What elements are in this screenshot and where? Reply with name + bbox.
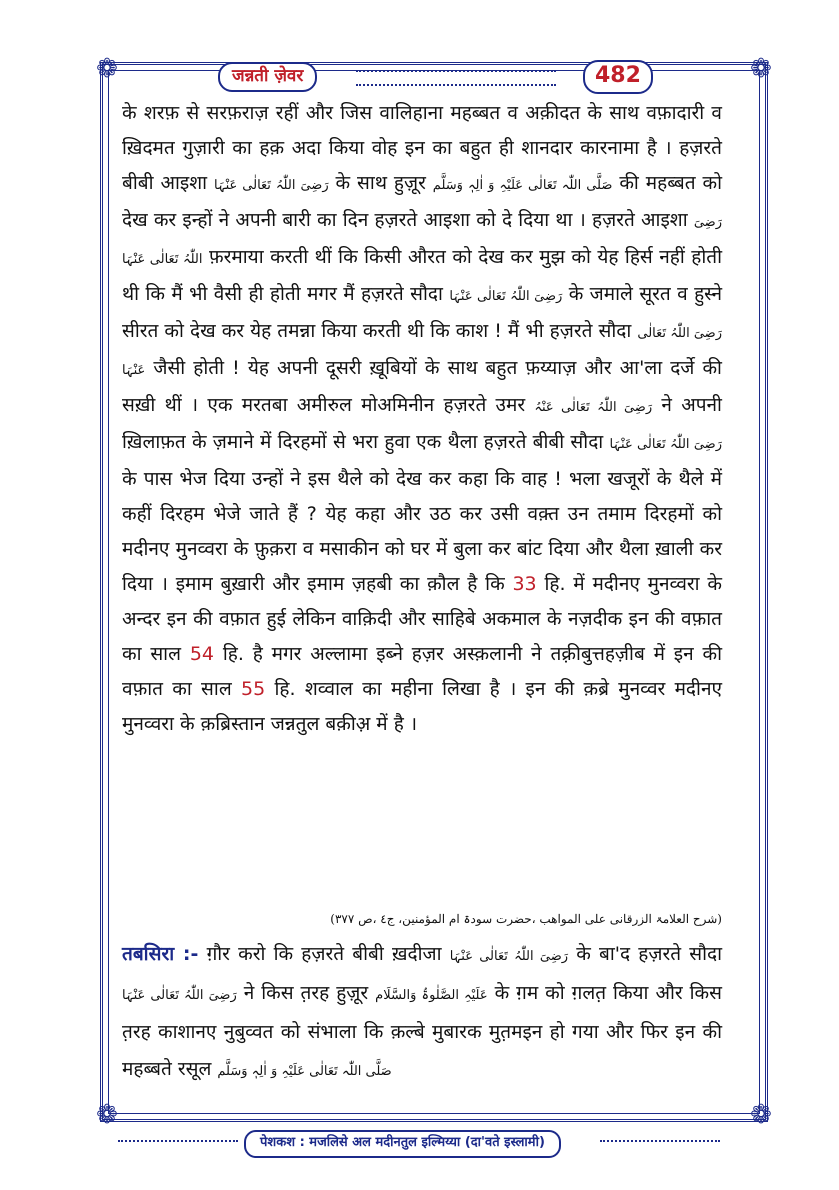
text-run: के ग़म को ग़लत़ किया और किस त़रह काशानए नुबुव्वत को संभाला कि क़ल्बे मुबारक मुत़मइन हो गया और फिर इन की महब्बते रसूल bbox=[122, 982, 722, 1080]
text-run: जैसी होती ! येह अपनी दूसरी ख़ूबियों के साथ बहुत फ़य्याज़ और आ'ला दर्जे की सख़ी थीं । एक मरतबा अमीरुल मोअमिनीन हज़रते उमर bbox=[122, 357, 722, 416]
footer-ornament bbox=[600, 1140, 720, 1148]
text-run: के बा'द हज़रते सौदा bbox=[576, 943, 723, 965]
honorific: رَضِیَ اللّٰہُ تَعَالٰی عَنْہَا bbox=[122, 215, 722, 267]
header-ornament bbox=[356, 70, 556, 86]
text-run: ग़ौर करो कि हज़रते बीबी ख़दीजा bbox=[206, 943, 442, 965]
tabsira-label: तबसिरा :- bbox=[122, 943, 199, 965]
honorific: رَضِیَ اللّٰہُ تَعَالٰی عَنْہَا bbox=[122, 326, 722, 378]
honorific: رَضِیَ اللّٰہُ تَعَالٰی عَنْہَا bbox=[449, 949, 569, 964]
corner-ornament-icon: ❁ bbox=[96, 54, 118, 84]
paragraph bbox=[122, 936, 722, 1090]
text-run: के जमाले सूरत व हुस्ने सीरत को देख कर येह तमन्ना किया करती थी कि काश ! मैं भी हज़रते सौदा bbox=[122, 283, 722, 342]
corner-ornament-icon: ❁ bbox=[750, 54, 772, 84]
year-number: 55 bbox=[241, 678, 266, 700]
honorific: رَضِیَ اللّٰہُ تَعَالٰی عَنْہَا bbox=[449, 289, 563, 304]
honorific: رَضِیَ اللّٰہُ تَعَالٰی عَنْہَا bbox=[214, 178, 329, 193]
honorific: صَلَّی اللّٰہ تَعَالٰی عَلَیْہِ وَ اٰلِہٖ وَسَلَّم bbox=[432, 178, 613, 193]
honorific: رَضِیَ اللّٰہُ تَعَالٰی عَنْہُ bbox=[534, 400, 653, 415]
text-run: हि. शव्वाल का महीना लिखा है । इन की क़ब्रे मुनव्वर मदीनए मुनव्वरा के क़ब्रिस्तान जन्नतुल बक़ीअ़ में है । bbox=[122, 678, 722, 735]
year-number: 33 bbox=[512, 573, 537, 595]
text-run: हि. है मगर अल्लामा इब्ने हज़र अस्क़लानी ने तक़्रीबुत्तहज़ीब में इन की वफ़ात का साल bbox=[122, 643, 722, 700]
text-run: के साथ हुज़ूर bbox=[335, 172, 426, 194]
honorific: رَضِیَ اللّٰہُ تَعَالٰی عَنْہَا bbox=[122, 988, 237, 1003]
honorific: رَضِیَ اللّٰہُ تَعَالٰی عَنْہَا bbox=[609, 437, 723, 452]
main-text bbox=[122, 96, 722, 742]
paragraph bbox=[122, 96, 722, 742]
year-number: 54 bbox=[189, 643, 214, 665]
honorific: عَلَیْہِ الصَّلٰوۃُ وَالسَّلَام bbox=[375, 988, 488, 1003]
text-run: के पास भेज दिया उन्हों ने इस थैले को देख कर कहा कि वाह ! भला खजूरों के थैले में कहीं दिरहम भेजे जाते हैं ? येह कहा और उठ कर उसी वक़्त उन तमाम दिरहमों को मदीनए मुनव्वरा के फ़ुक़रा व मसाकीन को घर में बुला कर बांट दिया और थैला ख़ाली कर दिया । इमाम बुख़ारी और इमाम ज़हबी का क़ौल है कि bbox=[122, 468, 722, 595]
honorific: صَلَّی اللّٰہ تَعَالٰی عَلَیْہِ وَ اٰلِہٖ وَسَلَّم bbox=[217, 1064, 392, 1079]
text-run: के शरफ़ से सरफ़राज़ रहीं और जिस वालिहाना महब्बत व अक़ीदत के साथ वफ़ादारी व ख़िदमत गुज़ारी का हक़ अदा किया वोह इन का बहुत ही शानदार कारनामा है । हज़रते बीबी आइशा bbox=[122, 102, 722, 194]
text-run: फ़रमाया करती थीं कि किसी औरत को देख कर मुझ को येह हिर्स नहीं होती थी कि मैं भी वैसी ही होती मगर मैं हज़रते सौदा bbox=[122, 246, 723, 305]
corner-ornament-icon: ❁ bbox=[96, 1100, 118, 1130]
tabsira-section bbox=[122, 936, 722, 1090]
citation: (شرح العلامۃ الزرقانی علی المواھب ،حضرت سودۃ ام المؤمنین، ج٤ ،ص ٣٧٧) bbox=[330, 912, 722, 926]
footer-ornament bbox=[118, 1140, 238, 1148]
text-run: ने अपनी ख़िलाफ़त के ज़माने में दिरहमों से भरा हुवा एक थैला हज़रते बीबी सौदा bbox=[122, 394, 722, 453]
text-run: हि. में मदीनए मुनव्वरा के अन्दर इन की वफ़ात हुई लेकिन वाक़िदी और साहिबे अकमाल के नज़दीक इन की वफ़ात का साल bbox=[122, 573, 722, 665]
text-run: की महब्बत को देख कर इन्हों ने अपनी बारी का दिन हज़रते आइशा को दे दिया था । हज़रते आइशा bbox=[122, 172, 723, 231]
text-run: ने किस त़रह हुज़ूर bbox=[243, 982, 369, 1004]
running-header-title: जन्नती ज़ेवर bbox=[218, 62, 317, 92]
corner-ornament-icon: ❁ bbox=[750, 1100, 772, 1130]
footer-publisher: पेशकश : मजलिसे अल मदीनतुल इल्मिय्या (दा'वते इस्लामी) bbox=[244, 1130, 561, 1158]
page-number: 482 bbox=[583, 60, 653, 94]
